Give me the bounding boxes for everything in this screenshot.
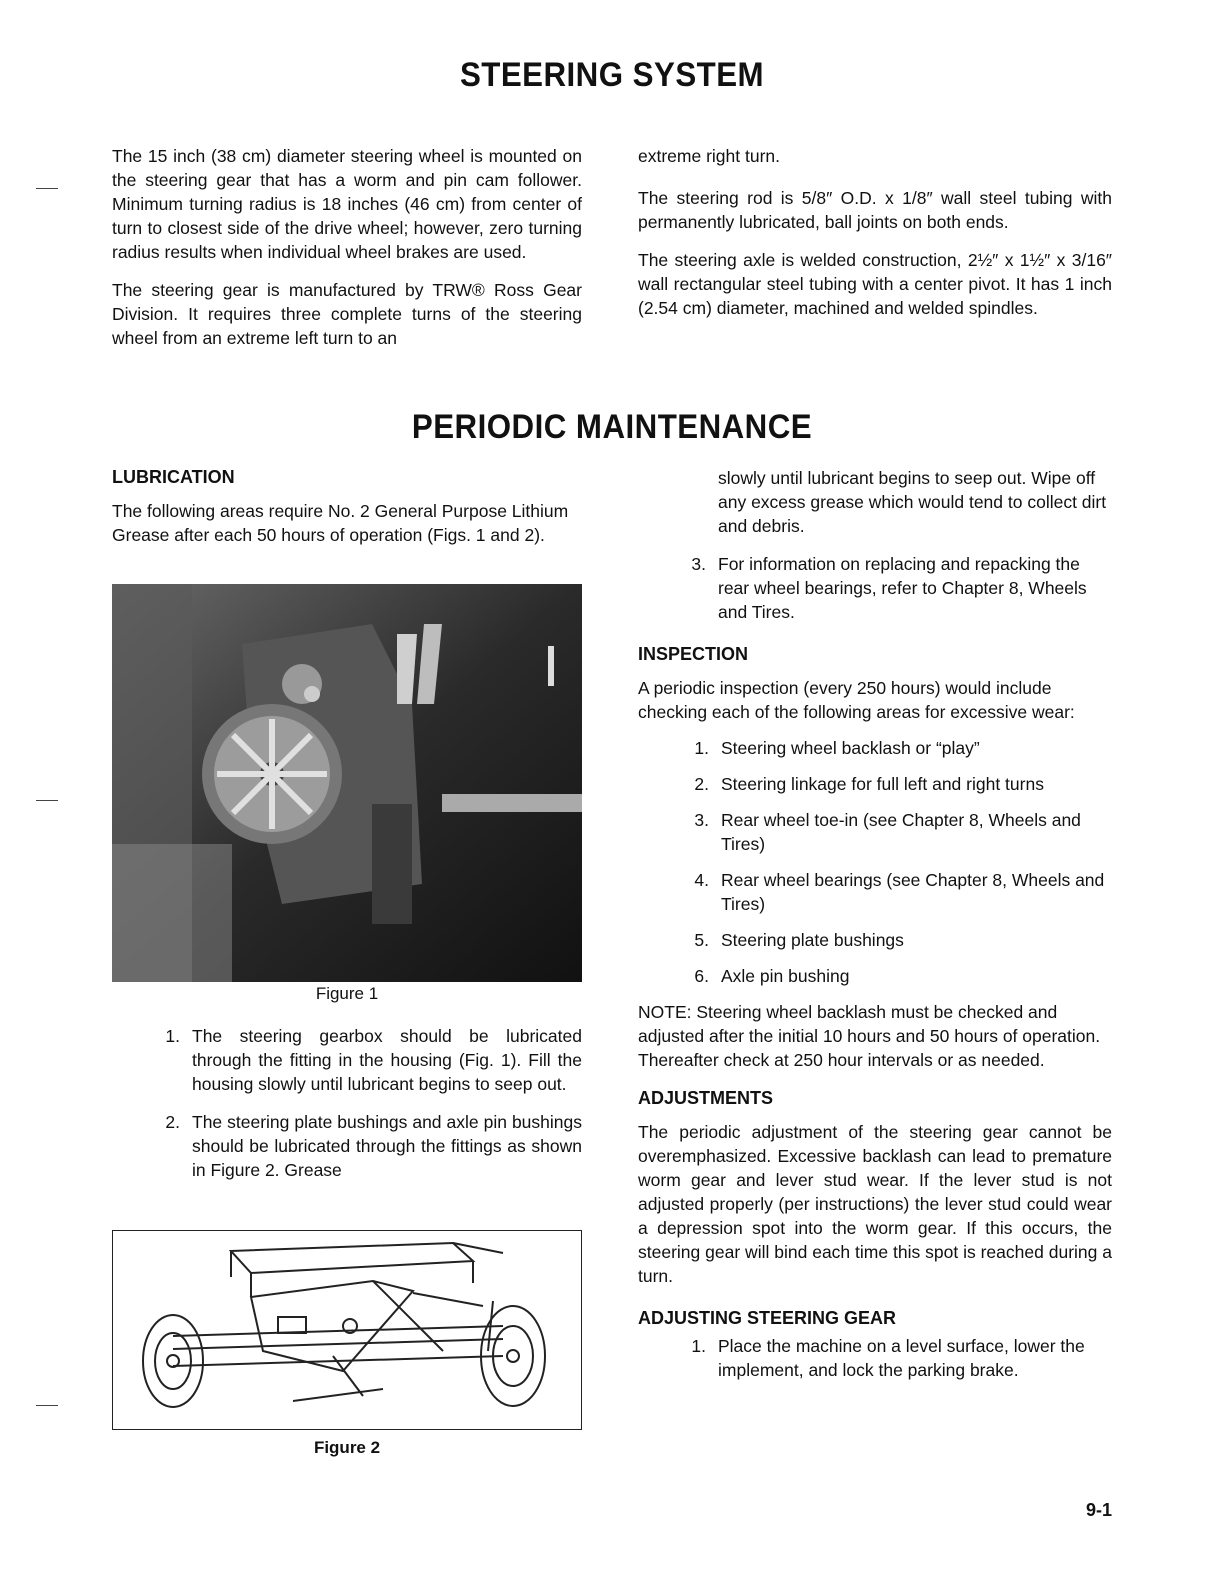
steering-system-title: STEERING SYSTEM — [459, 56, 765, 94]
list-item-text: The steering plate bushings and axle pin bushings should be lubricated through the fittings as shown in Figure 2. Grease — [192, 1112, 582, 1180]
steering-paragraph: The steering rod is 5/8″ O.D. x 1/8″ wall steel tubing with permanently lubricated, ball joints on both ends. — [638, 188, 1112, 232]
list-item-number: 1. — [691, 1336, 706, 1356]
steering-gearbox-photo-illustration — [112, 584, 582, 982]
steering-paragraph: The steering gear is manufactured by TRW® Ross Gear Division. It requires three complete turns of the steering wheel from an extreme left turn to an — [112, 280, 582, 348]
list-item-number: 3. — [691, 554, 706, 574]
inspection-heading: INSPECTION — [638, 644, 749, 664]
list-item — [691, 552, 1112, 624]
periodic-maintenance-title: PERIODIC MAINTENANCE — [411, 408, 813, 446]
list-item-number: 2. — [165, 1112, 180, 1132]
steering-left-column — [112, 144, 582, 364]
list-item-number: 3. — [694, 810, 709, 830]
binder-mark — [36, 800, 58, 801]
figure-1-caption: Figure 1 — [315, 984, 379, 1003]
list-item-text: Rear wheel bearings (see Chapter 8, Wheels and Tires) — [721, 870, 1105, 914]
figure-2-drawing — [112, 1230, 582, 1430]
binder-mark — [36, 1405, 58, 1406]
list-item — [694, 928, 1112, 952]
steering-paragraph: The steering axle is welded construction, 2½″ x 1½″ x 3/16″ wall rectangular steel tubing with a center pivot. It has 1 inch (2.54 cm) diameter, machined and welded spindles. — [638, 250, 1112, 318]
figure-2-caption: Figure 2 — [313, 1438, 381, 1457]
list-item — [694, 868, 1112, 916]
lubrication-item-2-continued: slowly until lubricant begins to seep out. Wipe off any excess grease which would tend to collect dirt and debris. — [718, 468, 1107, 536]
inspection-note: NOTE: Steering wheel backlash must be checked and adjusted after the initial 10 hours and 50 hours of operation. Thereafter check at 250 hour intervals or as needed. — [638, 1002, 1101, 1070]
adjusting-steering-gear-heading: ADJUSTING STEERING GEAR — [638, 1308, 897, 1328]
list-item-number: 2. — [694, 774, 709, 794]
lubrication-section — [112, 465, 582, 561]
list-item-number: 6. — [694, 966, 709, 986]
lubrication-intro: The following areas require No. 2 General Purpose Lithium Grease after each 50 hours of operation (Figs. 1 and 2). — [112, 501, 569, 545]
list-item — [694, 736, 1112, 760]
list-item — [691, 1334, 1112, 1382]
binder-mark — [36, 188, 58, 189]
steering-paragraph: extreme right turn. — [638, 146, 780, 166]
list-item-number: 4. — [694, 870, 709, 890]
list-item-number: 5. — [694, 930, 709, 950]
figure-1-photo — [112, 584, 582, 982]
list-item-text: Rear wheel toe-in (see Chapter 8, Wheels and Tires) — [721, 810, 1081, 854]
page-number: 9-1 — [1085, 1500, 1112, 1520]
steering-paragraph: The 15 inch (38 cm) diameter steering wheel is mounted on the steering gear that has a worm and pin cam follower. Minimum turning radius is 18 inches (46 cm) from center of turn to closest side of the drive wheel; however, zero turning radius results when individual wheel brakes are used. — [112, 146, 582, 262]
adjustments-heading: ADJUSTMENTS — [638, 1088, 774, 1108]
steering-axle-line-drawing — [113, 1231, 580, 1428]
list-item-text: Steering plate bushings — [721, 930, 904, 950]
inspection-intro: A periodic inspection (every 250 hours) would include checking each of the following areas for excessive wear: — [638, 678, 1075, 722]
list-item-text: The steering gearbox should be lubricated through the fitting in the housing (Fig. 1). Fill the housing slowly until lubricant begins to seep out. — [192, 1026, 582, 1094]
list-item — [165, 1110, 582, 1182]
list-item — [694, 964, 1112, 988]
list-item — [694, 772, 1112, 796]
list-item-text: For information on replacing and repacking the rear wheel bearings, refer to Chapter 8, Wheels and Tires. — [718, 554, 1087, 622]
lubrication-heading: LUBRICATION — [112, 467, 235, 487]
list-item-text: Place the machine on a level surface, lower the implement, and lock the parking brake. — [718, 1336, 1085, 1380]
lubrication-list — [165, 1024, 582, 1194]
list-item-text: Axle pin bushing — [721, 966, 850, 986]
list-item-number: 1. — [694, 738, 709, 758]
maintenance-right-column — [638, 466, 1112, 1394]
list-item-text: Steering linkage for full left and right turns — [721, 774, 1044, 794]
steering-right-column — [638, 144, 1112, 334]
adjustments-text: The periodic adjustment of the steering gear cannot be overemphasized. Excessive backlash can lead to premature worm gear and lever stud wear. If the lever stud is not adjusted properly (per instructions) the lever stud could wear a depression spot into the worm gear. If this occurs, the steering gear will bind each time this spot is reached during a turn. — [638, 1122, 1112, 1286]
list-item-number: 1. — [165, 1026, 180, 1046]
list-item — [694, 808, 1112, 856]
list-item — [165, 1024, 582, 1096]
list-item-text: Steering wheel backlash or “play” — [721, 738, 980, 758]
